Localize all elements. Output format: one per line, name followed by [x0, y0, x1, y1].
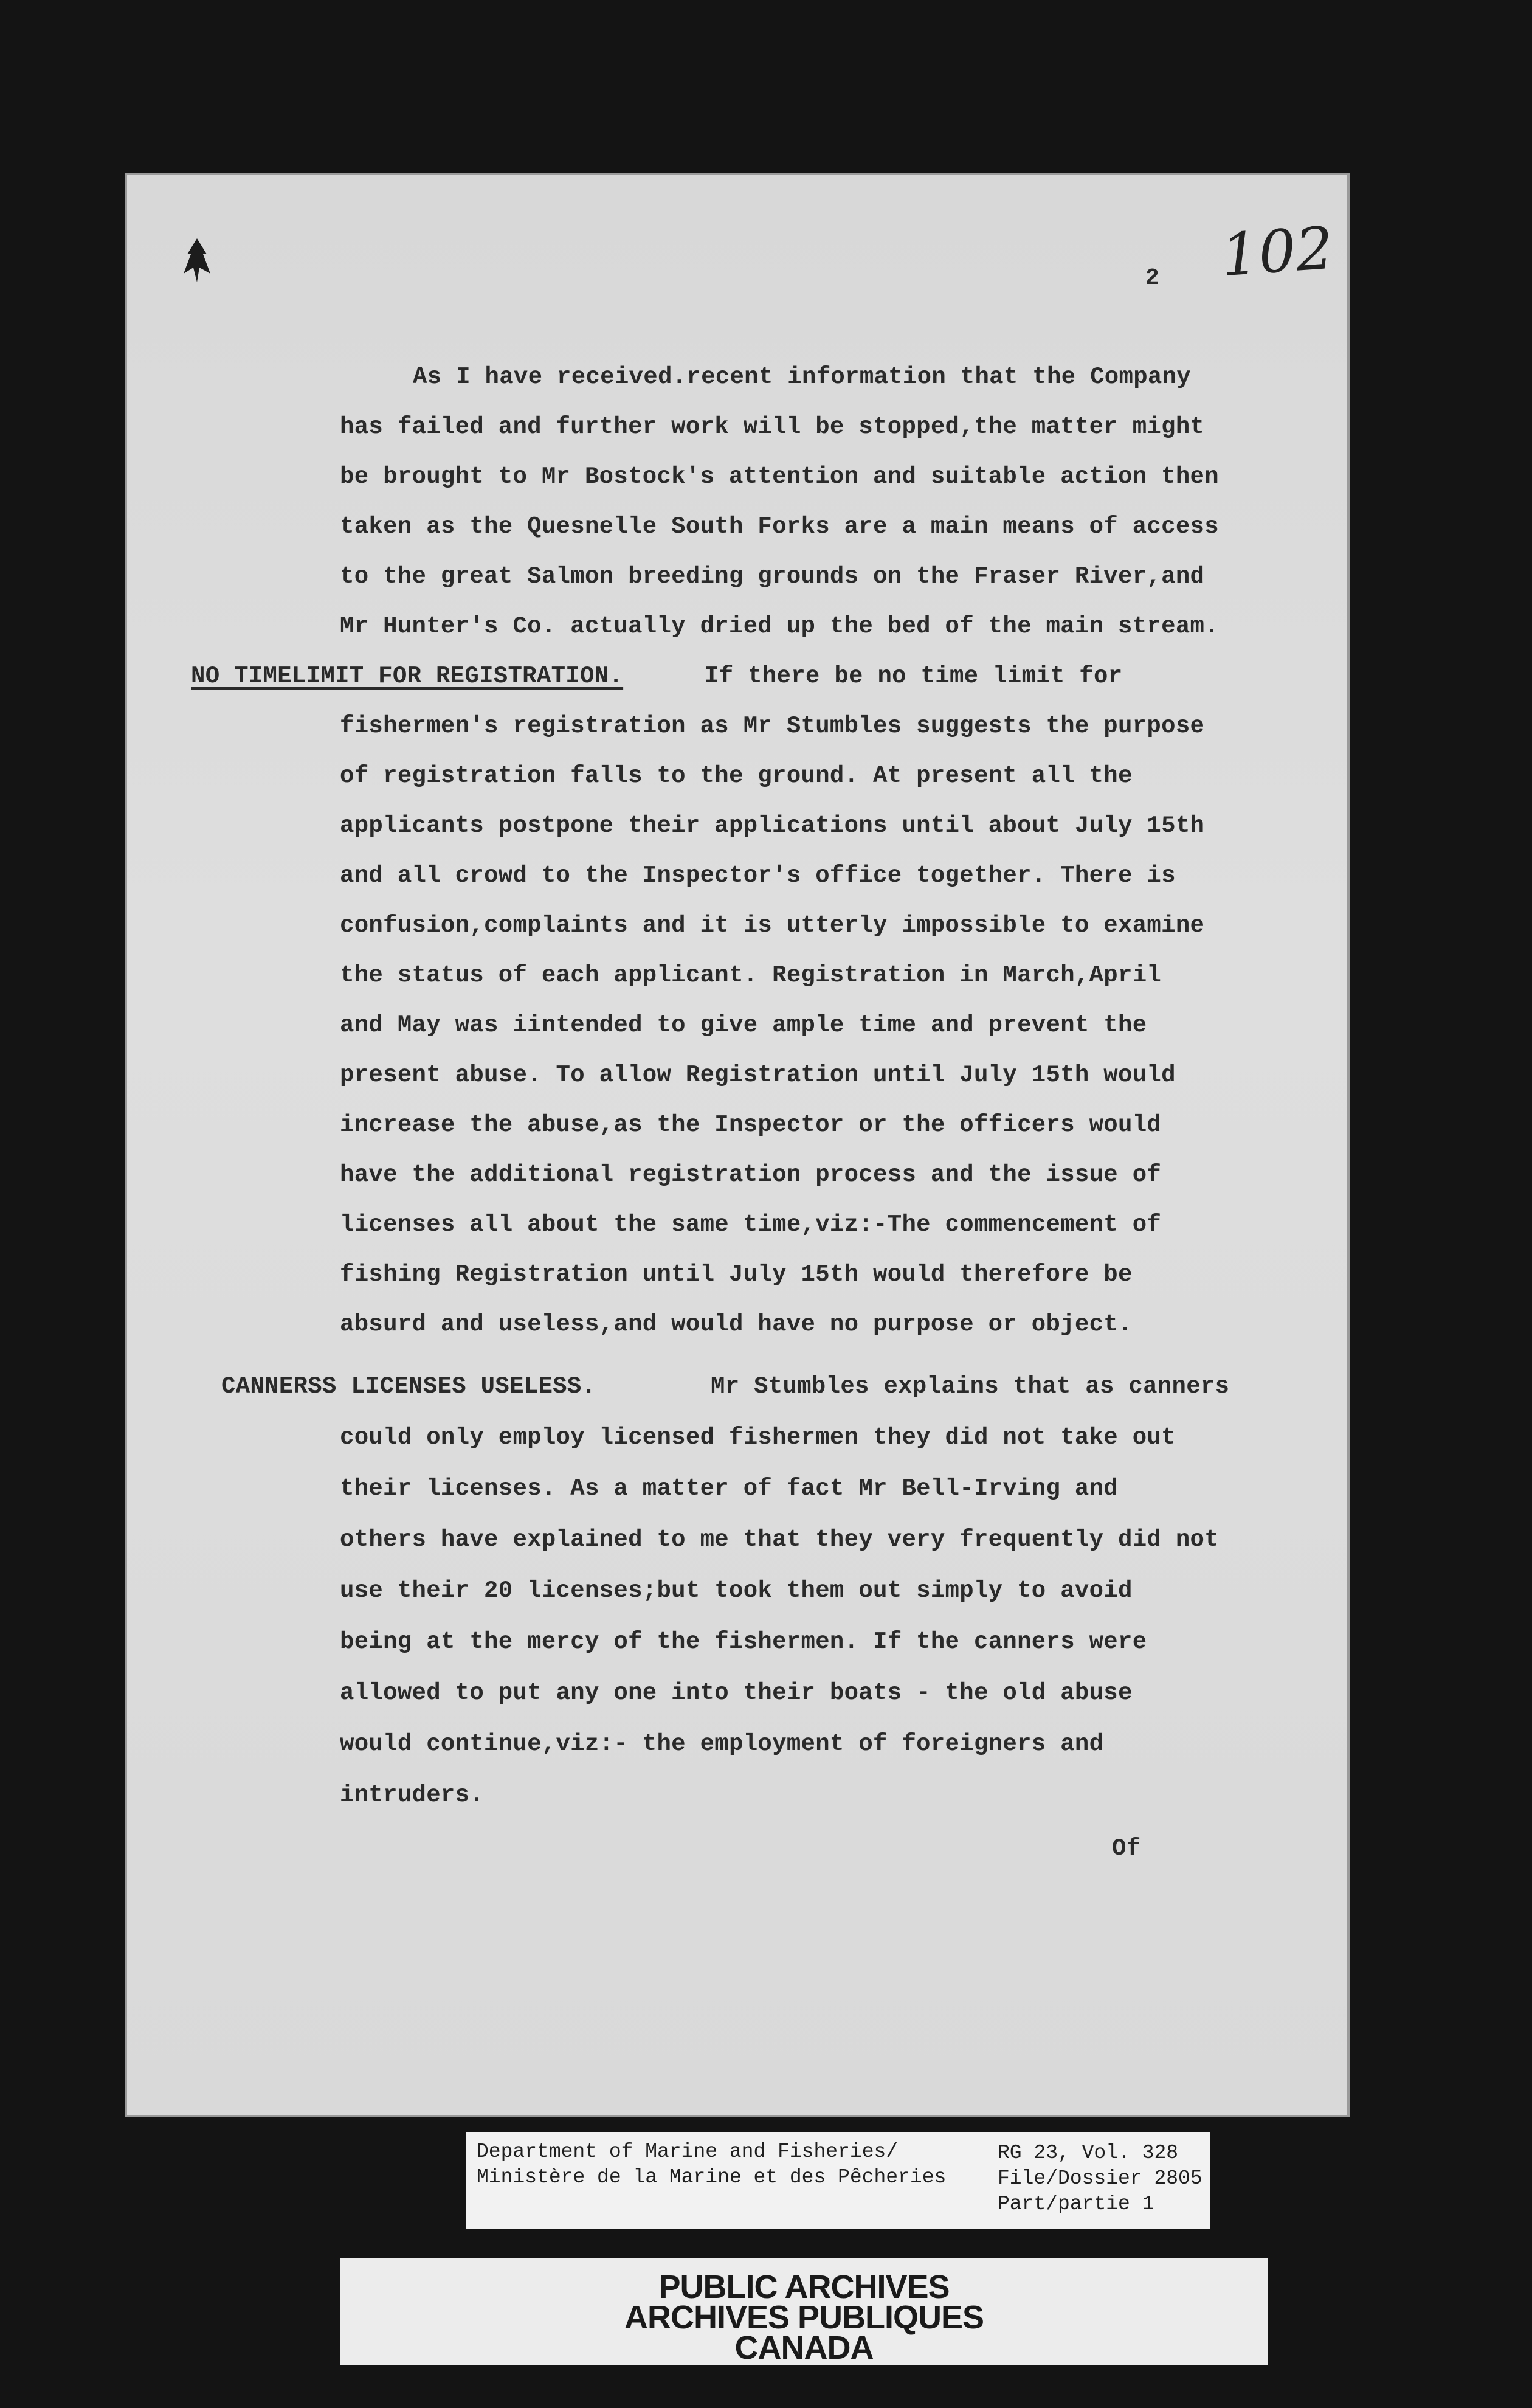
paragraph-line: confusion,complaints and it is utterly impossible to examine	[340, 912, 1205, 939]
catchword: Of	[1112, 1835, 1141, 1862]
paragraph-line: fishing Registration until July 15th would therefore be	[340, 1261, 1133, 1288]
paragraph-line: have the additional registration process and the issue of	[340, 1161, 1162, 1188]
paragraph-line: increase the abuse,as the Inspector or the officers would	[340, 1112, 1162, 1138]
paragraph-line: absurd and useless,and would have no purpose or object.	[340, 1311, 1133, 1338]
archives-country: CANADA	[734, 2330, 874, 2366]
paragraph-line: fishermen's registration as Mr Stumbles suggests the purpose	[340, 713, 1205, 739]
ref-file: File/Dossier 2805	[998, 2167, 1202, 2190]
paragraph-line: use their 20 licenses;but took them out simply to avoid	[340, 1577, 1133, 1604]
paragraph-line: As I have received.recent information that the Company	[413, 364, 1192, 390]
paragraph-line: their licenses. As a matter of fact Mr Bell-Irving and	[340, 1475, 1119, 1502]
paragraph-line: taken as the Quesnelle South Forks are a main means of access	[340, 513, 1219, 540]
record-group-reference	[998, 2140, 1202, 2217]
ref-volume: RG 23, Vol. 328	[998, 2142, 1179, 2164]
archives-fr: ARCHIVES PUBLIQUES	[624, 2299, 984, 2336]
department-en: Department of Marine and Fisheries/	[477, 2140, 899, 2163]
paragraph-line: and all crowd to the Inspector's office together. There is	[340, 862, 1176, 889]
paragraph-line: would continue,viz:- the employment of foreigners and	[340, 1731, 1104, 1757]
public-archives-stamp	[340, 2258, 1268, 2365]
paragraph-line: Mr Hunter's Co. actually dried up the bed of the main stream.	[340, 613, 1219, 640]
paragraph-line: being at the mercy of the fishermen. If the canners were	[340, 1628, 1147, 1655]
page-number: 2	[1145, 265, 1160, 291]
paragraph-line: present abuse. To allow Registration until July 15th would	[340, 1062, 1176, 1088]
paragraph-line: and May was iintended to give ample time and prevent the	[340, 1012, 1147, 1039]
department-fr: Ministère de la Marine et des Pêcheries	[477, 2166, 947, 2188]
document-page	[125, 173, 1350, 2117]
paragraph-line: applicants postpone their applications until about July 15th	[340, 812, 1205, 839]
ref-part: Part/partie 1	[998, 2193, 1154, 2215]
paragraph-line: allowed to put any one into their boats - the old abuse	[340, 1680, 1133, 1706]
paragraph-line: has failed and further work will be stopped,the matter might	[340, 413, 1205, 440]
paragraph-line: Mr Stumbles explains that as canners	[711, 1373, 1230, 1400]
paragraph-line: to the great Salmon breeding grounds on the Fraser River,and	[340, 563, 1205, 590]
section-heading: CANNERSS LICENSES USELESS.	[221, 1373, 596, 1400]
paragraph-line: be brought to Mr Bostock's attention and suitable action then	[340, 463, 1219, 490]
archives-en: PUBLIC ARCHIVES	[658, 2269, 950, 2305]
paragraph-line: of registration falls to the ground. At present all the	[340, 763, 1133, 789]
paragraph-line: others have explained to me that they very frequently did not	[340, 1526, 1219, 1553]
handwritten-folio-number: 102	[1219, 213, 1336, 290]
paragraph-line: licenses all about the same time,viz:-The commencement of	[340, 1211, 1162, 1238]
paragraph-line: intruders.	[340, 1782, 485, 1808]
punch-hole-mark-icon	[179, 236, 215, 285]
paragraph-line: If there be no time limit for	[705, 663, 1123, 690]
archive-reference-label	[466, 2132, 1210, 2229]
department-names	[477, 2139, 946, 2190]
paragraph-line: could only employ licensed fishermen they did not take out	[340, 1424, 1176, 1451]
section-heading: NO TIMELIMIT FOR REGISTRATION.	[191, 663, 624, 690]
paragraph-line: the status of each applicant. Registration in March,April	[340, 962, 1162, 989]
